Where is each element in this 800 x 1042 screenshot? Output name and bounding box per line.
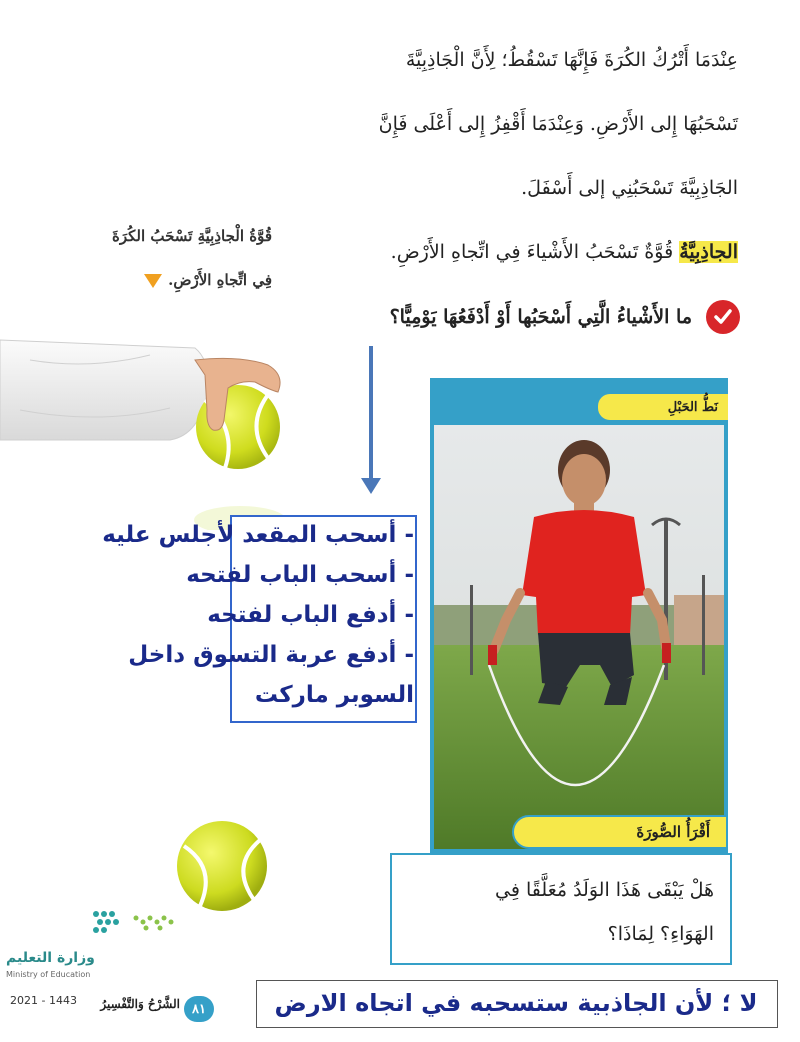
section-label: الشَّرْحُ وَالتَّفْسِيرُ: [100, 997, 180, 1011]
answer-item: - أسحب الباب لفتحه: [186, 562, 414, 588]
answer-item: السوبر ماركت: [254, 682, 414, 708]
paragraph-line: عِنْدَمَا أَتْرُكُ الكُرَةَ فَإِنَّهَا تَسْقُطُ؛ لِأَنَّ الْجَاذِبِيَّةَ: [405, 49, 738, 71]
triangle-pointer-icon: [144, 274, 162, 288]
side-caption-text: فِي اتِّجاهِ الأَرْضِ.: [168, 271, 272, 289]
ministry-name-english: Ministry of Education: [6, 970, 91, 979]
answer-item: - أسحب المقعد لأجلس عليه: [102, 522, 414, 548]
question-text: ما الأَشْياءُ الَّتِي أَسْحَبُها أَوْ أَدْفَعُهَا يَوْمِيًّا؟: [389, 306, 692, 328]
read-image-line: الهَوَاءِ؟ لِمَاذَا؟: [607, 923, 714, 945]
answer-item: - أدفع عربة التسوق داخل: [128, 642, 414, 668]
definition-text: قُوَّةٌ تَسْحَبُ الأَشْياءَ فِي اتِّجاهِ الأَرْضِ.: [390, 241, 680, 263]
answer-list: [36, 515, 414, 715]
edition-year: 2021 - 1443: [10, 994, 77, 1007]
tennis-ball-image: [172, 818, 272, 918]
read-image-line: هَلْ يَبْقَى هَذَا الوَلَدُ مُعَلَّقًا فِي: [495, 879, 714, 901]
term-highlight: الجاذِبِيَّةُ: [679, 241, 738, 263]
jump-rope-photo: [434, 425, 724, 849]
photo-tab-label: نَطُّ الحَبْلِ: [596, 392, 728, 422]
main-paragraph: [308, 28, 738, 284]
read-image-question: [404, 868, 714, 956]
side-caption: [62, 214, 272, 302]
ministry-name-arabic: وزارة التعليم: [6, 950, 95, 966]
down-arrow-icon: [361, 478, 381, 494]
checkmark-icon: [706, 300, 740, 334]
down-arrow-line: [369, 346, 373, 481]
paragraph-line: تَسْحَبُهَا إِلى الأَرْضِ. وَعِنْدَمَا أَقْفِزُ إِلى أَعْلَى فَإِنَّ: [378, 113, 738, 135]
read-image-tab: أَقْرَأُ الصُّورَةَ: [512, 815, 728, 849]
check-question: [390, 300, 740, 334]
paragraph-line: الجَاذِبِيَّةَ تَسْحَبُنِي إلى أَسْفَلَ.: [521, 177, 738, 199]
hand-holding-ball-illustration: [0, 330, 300, 530]
page-number: ٨١: [184, 996, 214, 1022]
side-caption-line2: [62, 258, 272, 302]
final-answer-text: لا ؛ لأن الجاذبية ستسحبه في اتجاه الارض: [274, 989, 758, 1017]
answer-item: - أدفع الباب لفتحه: [207, 602, 414, 628]
ministry-logo-icon: [86, 906, 186, 950]
definition-line: [308, 220, 738, 284]
side-caption-line: قُوَّةُ الْجاذِبِيَّةِ تَسْحَبُ الكُرَةَ: [112, 227, 272, 245]
